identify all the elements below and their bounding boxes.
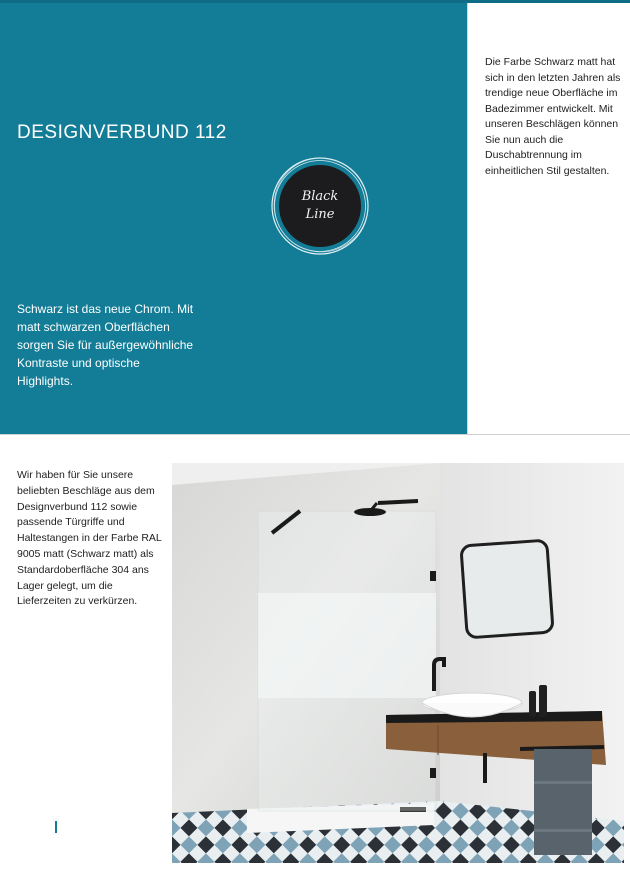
page-title: DESIGNVERBUND 112 (17, 122, 227, 143)
column-divider (467, 3, 468, 434)
sidebar-paragraph: Die Farbe Schwarz matt hat sich in den letzten Jahren als trendige neue Oberfläche im Badezimmer entwickelt. Mit unseren Beschlägen können Sie nun auch die Duschabtrennung im einheitlichen Stil gestalten. (485, 56, 621, 177)
body-paragraph: Wir haben für Sie unsere beliebten Beschläge aus dem Designverbund 112 sowie passende Türgriffe und Haltestangen in der Farbe RAL 9005 matt (Schwarz matt) als Standardoberfläche 304 ans Lager gelegt, um die Lieferzeiten zu verkürzen. (17, 469, 162, 608)
badge-line-1: Black (301, 189, 339, 204)
bathroom-photo (172, 463, 624, 863)
intro-paragraph: Schwarz ist das neue Chrom. Mit matt schwarzen Oberflächen sorgen Sie für außergewöhnliche Kontraste und optische Highlights. (17, 302, 194, 388)
badge-line-2: Line (305, 207, 335, 222)
bathroom-illustration (172, 463, 624, 863)
badge-label (270, 156, 370, 256)
page-marker (55, 821, 57, 833)
section-divider (0, 434, 630, 435)
